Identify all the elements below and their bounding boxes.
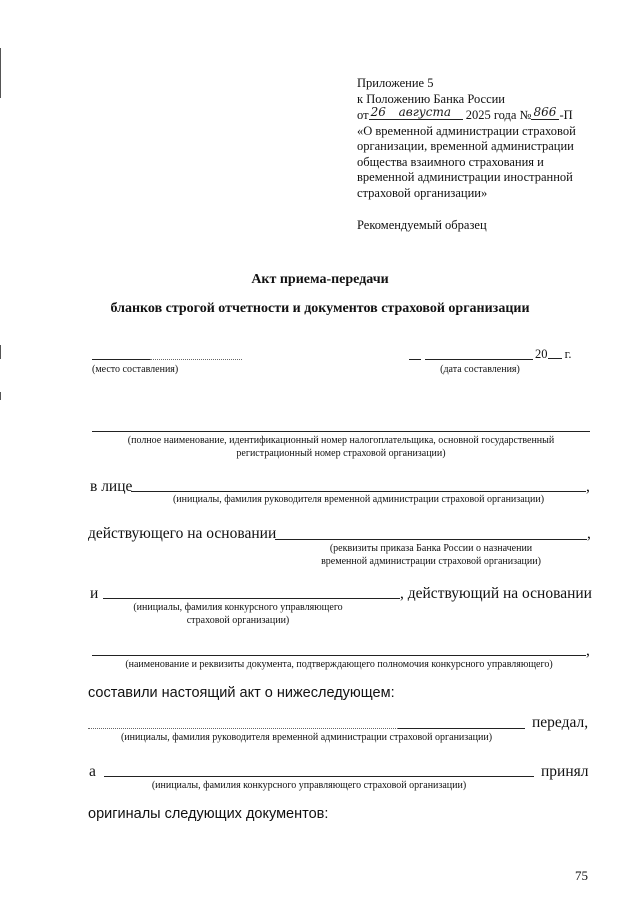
organization-name-field-line[interactable] xyxy=(92,431,590,432)
received-label: принял xyxy=(541,763,589,780)
scan-edge-mark xyxy=(0,392,1,400)
received-prefix: а xyxy=(89,763,96,780)
powers-document-field-line[interactable] xyxy=(92,655,586,656)
basis-label: действующего на основании xyxy=(88,525,277,542)
appendix-title-line: «О временной администрации страховой xyxy=(357,123,576,138)
transferred-field-line-dotted xyxy=(88,728,398,729)
basis-caption-line-1: (реквизиты приказа Банка России о назначении xyxy=(329,543,533,554)
manager-caption-line-1: (инициалы, фамилия конкурсного управляющего xyxy=(133,602,343,613)
bankruptcy-manager-field-line[interactable] xyxy=(103,598,400,599)
received-caption: (инициалы, фамилия конкурсного управляющего страховой организации) xyxy=(151,780,467,791)
compiled-statement: составили настоящий акт о нижеследующем: xyxy=(88,685,395,701)
in-person-caption: (инициалы, фамилия руководителя временной администрации страховой организации) xyxy=(172,494,545,505)
recommended-sample-note: Рекомендуемый образец xyxy=(357,218,487,232)
date-caption: (дата составления) xyxy=(440,364,520,375)
order-number-handwritten: 866 xyxy=(533,104,557,119)
year-text: 2025 года № xyxy=(465,108,532,122)
in-person-field-line[interactable] xyxy=(131,491,586,492)
and-label: и xyxy=(90,585,99,602)
appendix-line-1: Приложение 5 xyxy=(357,76,434,90)
powers-document-caption: (наименование и реквизиты документа, подтверждающего полномочия конкурсного управляющего) xyxy=(125,659,553,670)
manager-caption-line-2: страховой организации) xyxy=(186,615,290,626)
date-day-handwritten: 26 xyxy=(370,104,386,119)
transferred-caption: (инициалы, фамилия руководителя временной администрации страховой организации) xyxy=(120,732,493,743)
appendix-header xyxy=(357,76,627,234)
appendix-date-line xyxy=(357,104,627,124)
act-title: Акт приема-передачи xyxy=(251,272,389,287)
originals-statement: оригиналы следующих документов: xyxy=(88,806,329,822)
acting-on-basis-label: , действующий на основании xyxy=(400,585,592,602)
organization-caption-line-1: (полное наименование, идентификационный номер налогоплательщика, основной государственный xyxy=(127,435,555,446)
place-caption: (место составления) xyxy=(92,364,179,375)
received-field-line[interactable] xyxy=(104,776,534,777)
powers-document-comma: , xyxy=(586,642,590,659)
in-person-comma: , xyxy=(586,478,590,495)
date-month-field-line[interactable] xyxy=(425,359,533,360)
transferred-label: передал, xyxy=(532,714,589,731)
transferred-field-line[interactable] xyxy=(398,728,525,729)
date-month-handwritten: августа xyxy=(398,104,451,119)
from-prefix: от xyxy=(357,108,369,122)
basis-field-line[interactable] xyxy=(275,539,587,540)
place-field-line[interactable] xyxy=(92,359,150,360)
date-year-text: 20 г. xyxy=(535,347,572,361)
page-number: 75 xyxy=(575,868,588,883)
appendix-title-line: организации, временной администрации xyxy=(357,139,574,153)
act-subtitle: бланков строгой отчетности и документов страховой организации xyxy=(110,301,530,316)
appendix-title-line: временной администрации иностранной xyxy=(357,170,573,184)
place-field-line-dotted xyxy=(150,359,242,360)
appendix-title-line: общества взаимного страхования и xyxy=(357,154,544,169)
scan-edge-mark xyxy=(0,48,1,98)
appendix-title-line: страховой организации» xyxy=(357,185,488,200)
order-suffix: -П xyxy=(559,108,573,122)
scan-edge-mark xyxy=(0,345,1,359)
basis-comma: , xyxy=(587,525,591,542)
basis-caption-line-2: временной администрации страховой организации) xyxy=(321,556,541,567)
date-day-field-line[interactable] xyxy=(409,359,421,360)
organization-caption-line-2: регистрационный номер страховой организации) xyxy=(236,448,446,459)
appendix-line-2: к Положению Банка России xyxy=(357,91,505,106)
in-person-label: в лице xyxy=(90,478,133,495)
